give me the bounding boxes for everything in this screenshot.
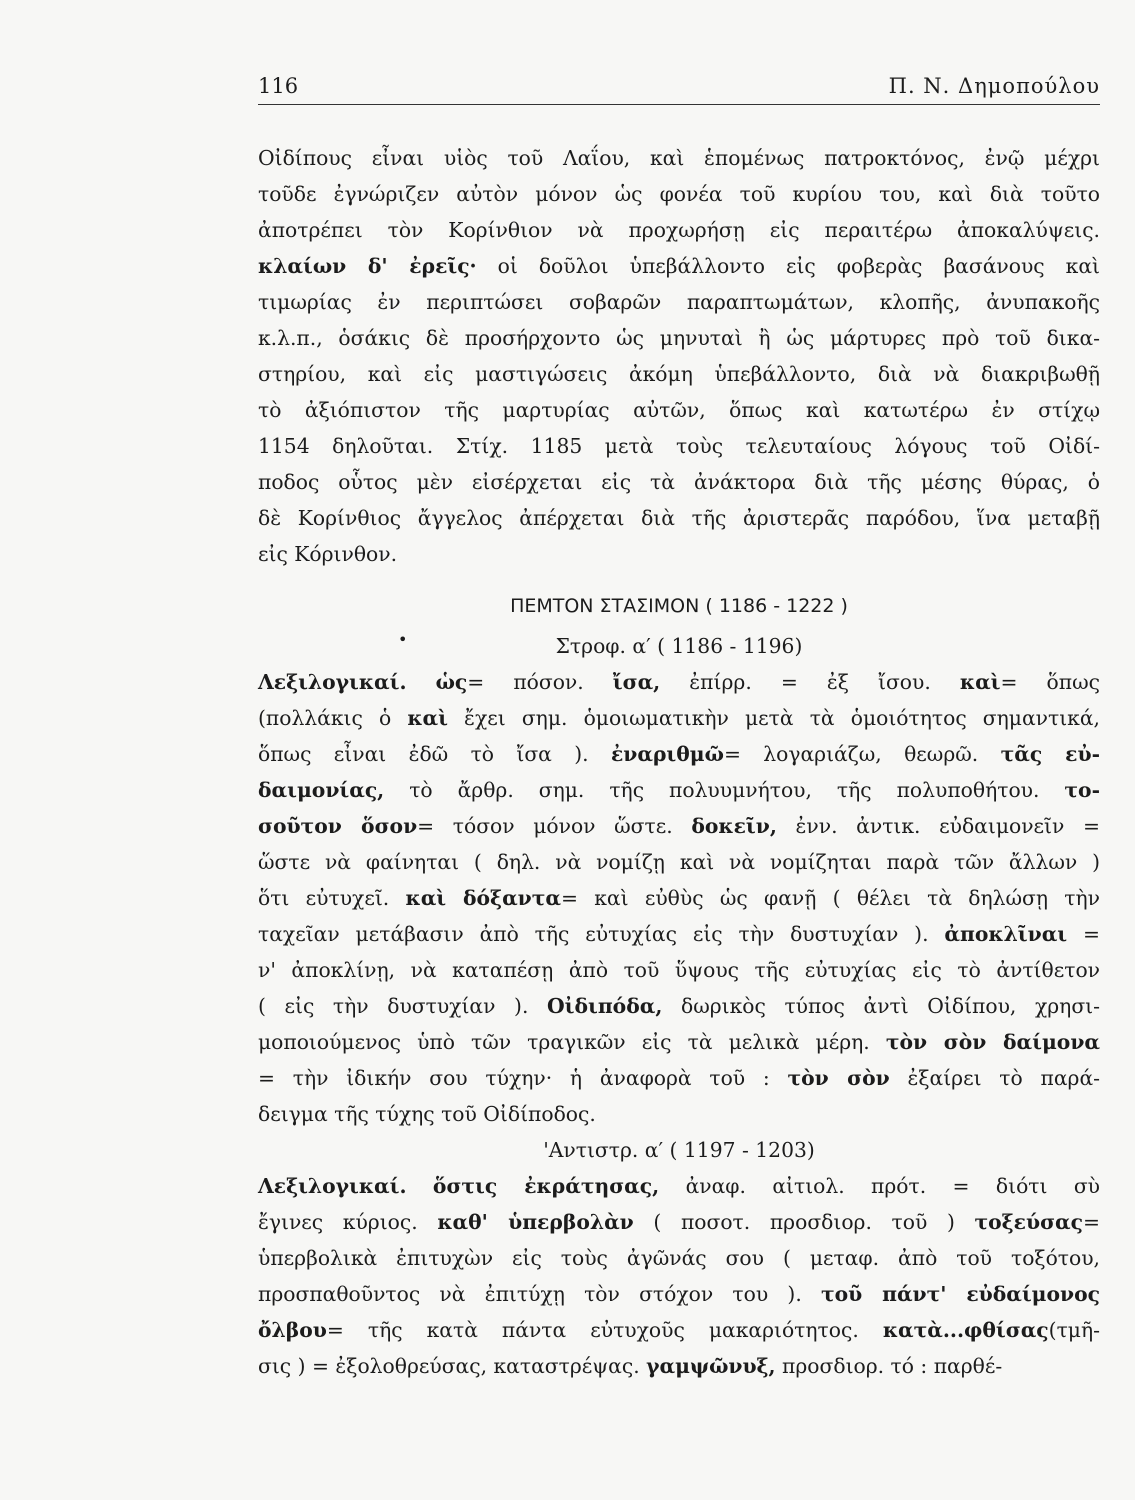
- antistrophe-glossary: [258, 1168, 1100, 1384]
- bold-term: δοκεῖν,: [691, 814, 777, 838]
- text-line: ποδος οὗτος μὲν εἰσέρχεται εἰς τὰ ἀνάκτορα διὰ τῆς μέσης θύρας, ὁ: [258, 470, 1100, 494]
- glossary-line: [258, 808, 1100, 844]
- text-line: κ.λ.π., ὁσάκις δὲ προσήρχοντο ὡς μηνυταὶ ἢ ὡς μάρτυρες πρὸ τοῦ δικα-: [258, 326, 1100, 350]
- gloss-text: ν' ἀποκλίνῃ, νὰ καταπέσῃ ἀπὸ τοῦ ὕψους τῆς εὐτυχίας εἰς τὸ ἀντίθετον: [258, 958, 1100, 982]
- bold-term: ἐναριθμῶ: [610, 742, 724, 766]
- bold-term: καθ' ὑπερβολὰν: [437, 1210, 634, 1234]
- gloss-text: μοποιούμενος ὑπὸ τῶν τραγικῶν εἰς τὰ μελικὰ μέρη.: [258, 1030, 886, 1054]
- glossary-line: [258, 988, 1100, 1024]
- running-header: [258, 70, 1100, 105]
- strophe-heading: • Στροφ. α′ ( 1186 - 1196): [258, 628, 1100, 664]
- gloss-text: ἐξαίρει τὸ παρά-: [889, 1066, 1100, 1090]
- glossary-line: [258, 1204, 1100, 1240]
- glossary-line: [258, 916, 1100, 952]
- bold-term: δαιμονίας,: [258, 778, 385, 802]
- gloss-text: ἀναφ. αἰτιολ. πρότ. = διότι σὺ: [659, 1174, 1101, 1198]
- gloss-text: = τὴν ἰδικήν σου τύχην· ἡ ἀναφορὰ τοῦ :: [258, 1066, 788, 1090]
- text-line: κλαίων δ' ἐρεῖς· οἱ δοῦλοι ὑπεβάλλοντο εἰς φοβερὰς βασάνους καὶ: [258, 254, 1100, 278]
- gloss-text: ἐπίρρ. = ἐξ ἴσου.: [660, 670, 960, 694]
- gloss-text: =: [1067, 922, 1100, 946]
- text-line: Οἰδίπους εἶναι υἱὸς τοῦ Λαΐου, καὶ ἑπομένως πατροκτόνος, ἐνῷ μέχρι: [258, 146, 1100, 170]
- glossary-line: [258, 880, 1100, 916]
- bold-term: τοῦ πάντ' εὐδαίμονος: [821, 1282, 1100, 1306]
- gloss-text: προσδιορ. τό : παρθέ-: [775, 1354, 1003, 1378]
- bold-term: καὶ: [407, 706, 448, 730]
- bold-term: σοῦτον ὅσον: [258, 814, 418, 838]
- gloss-text: = ὅπως: [1000, 670, 1100, 694]
- glossary-line: [258, 772, 1100, 808]
- gloss-text: = λογαριάζω, θεωρῶ.: [723, 742, 1001, 766]
- strophe-glossary: [258, 664, 1100, 1132]
- glossary-line: [258, 1312, 1100, 1348]
- bold-term: ἴσα,: [612, 670, 661, 694]
- glossary-line: [258, 1060, 1100, 1096]
- bold-term: ὄλβου: [258, 1318, 327, 1342]
- gloss-text: [407, 670, 436, 694]
- bold-term: Οἰδιπόδα,: [547, 994, 663, 1018]
- text-line: τιμωρίας ἐν περιπτώσει σοβαρῶν παραπτωμάτων, κλοπῆς, ἀνυπακοῆς: [258, 290, 1100, 314]
- gloss-text: = πόσον.: [467, 670, 613, 694]
- text-line: εἰς Κόρινθον.: [258, 542, 398, 566]
- glossary-line: [258, 952, 1100, 988]
- gloss-text: ὥστε νὰ φαίνηται ( δηλ. νὰ νομίζῃ καὶ νὰ νομίζηται παρὰ τῶν ἄλλων ): [258, 850, 1100, 874]
- glossary-line: [258, 1276, 1100, 1312]
- bold-term: ὡς: [435, 670, 468, 694]
- gloss-text: (πολλάκις ὁ: [258, 706, 408, 730]
- gloss-text: (τμῆ-: [1048, 1318, 1100, 1342]
- text-line: τὸ ἀξιόπιστον τῆς μαρτυρίας αὐτῶν, ὅπως καὶ κατωτέρω ἐν στίχῳ: [258, 398, 1100, 422]
- gloss-text: ὅτι εὐτυχεῖ.: [258, 886, 406, 910]
- glossary-line: [258, 736, 1100, 772]
- gloss-text: = τῆς κατὰ πάντα εὐτυχοῦς μακαριότητος.: [326, 1318, 883, 1342]
- body-text: [258, 140, 1100, 1384]
- gloss-text: τὸ ἄρθρ. σημ. τῆς πολυυμνήτου, τῆς πολυποθήτου.: [384, 778, 1065, 802]
- gloss-text: ἔχει σημ. ὁμοιωματικὴν μετὰ τὰ ὁμοιότητος σημαντικά,: [447, 706, 1100, 730]
- glossary-line: [258, 664, 1100, 700]
- gloss-text: ὅπως εἶναι ἐδῶ τὸ ἴσα ).: [258, 742, 611, 766]
- bold-term: ἀποκλῖναι: [944, 922, 1068, 946]
- gloss-text: ὑπερβολικὰ ἐπιτυχὼν εἰς τοὺς ἀγῶνάς σου ( μεταφ. ἀπὸ τοῦ τοξότου,: [258, 1246, 1100, 1270]
- gloss-text: ( εἰς τὴν δυστυχίαν ).: [258, 994, 547, 1018]
- gloss-text: δωρικὸς τύπος ἀντὶ Οἰδίπου, χρησι-: [662, 994, 1100, 1018]
- glossary-line: [258, 700, 1100, 736]
- bold-term: γαμψῶνυξ,: [646, 1354, 776, 1378]
- glossary-line: [258, 1168, 1100, 1204]
- gloss-text: σις ) = ἐξολοθρεύσας, καταστρέψας.: [258, 1354, 647, 1378]
- glossary-line: [258, 1096, 1100, 1132]
- bold-term: ὅστις ἐκράτησας,: [432, 1174, 660, 1198]
- gloss-text: προσπαθοῦντος νὰ ἐπιτύχῃ τὸν στόχον του ).: [258, 1282, 821, 1306]
- paragraph-1: [258, 140, 1100, 572]
- glossary-line: [258, 1024, 1100, 1060]
- gloss-text: =: [1083, 1210, 1100, 1234]
- glossary-line: [258, 844, 1100, 880]
- text-line: τοῦδε ἐγνώριζεν αὐτὸν μόνον ὡς φονέα τοῦ κυρίου του, καὶ διὰ τοῦτο: [258, 182, 1100, 206]
- section-title: ΠΕΜΤΟΝ ΣΤΑΣΙΜΟΝ ( 1186 - 1222 ): [510, 595, 848, 617]
- text-line: στηρίου, καὶ εἰς μαστιγώσεις ἀκόμη ὑπεβάλλοντο, διὰ νὰ διακριβωθῇ: [258, 362, 1100, 386]
- gloss-text: ἐνν. ἀντικ. εὐδαιμονεῖν =: [776, 814, 1100, 838]
- gloss-text: ἔγινες κύριος.: [258, 1210, 438, 1234]
- margin-mark: •: [398, 630, 408, 649]
- running-head-author: Π. Ν. Δημοπούλου: [888, 74, 1100, 98]
- page-number: 116: [258, 74, 299, 98]
- bold-term: Λεξιλογικαί.: [258, 670, 407, 694]
- gloss-text: ταχεῖαν μετάβασιν ἀπὸ τῆς εὐτυχίας εἰς τὴν δυστυχίαν ).: [258, 922, 945, 946]
- bold-term: καὶ δόξαντα: [405, 886, 561, 910]
- bold-term: κατὰ...φθίσας: [882, 1318, 1049, 1342]
- text-line: δὲ Κορίνθιος ἄγγελος ἀπέρχεται διὰ τῆς ἀριστερᾶς παρόδου, ἵνα μεταβῇ: [258, 506, 1100, 530]
- bold-term: καὶ: [959, 670, 1001, 694]
- gloss-text: [407, 1174, 433, 1198]
- antistrophe-heading: 'Αντιστρ. α′ ( 1197 - 1203): [543, 1138, 815, 1162]
- glossary-line: [258, 1348, 1100, 1384]
- gloss-text: ( ποσοτ. προσδιορ. τοῦ ): [633, 1210, 975, 1234]
- gloss-text: = καὶ εὐθὺς ὡς φανῇ ( θέλει τὰ δηλώσῃ τὴν: [561, 886, 1101, 910]
- bold-term: τοξεύσας: [974, 1210, 1083, 1234]
- gloss-text: δειγμα τῆς τύχης τοῦ Οἰδίποδος.: [258, 1102, 596, 1126]
- glossary-line: [258, 1240, 1100, 1276]
- bold-term: το-: [1064, 778, 1100, 802]
- bold-term: τὸν σὸν δαίμονα: [885, 1030, 1101, 1054]
- bold-term: τᾶς εὐ-: [1000, 742, 1101, 766]
- bold-term: Λεξιλογικαί.: [258, 1174, 407, 1198]
- gloss-text: = τόσον μόνον ὥστε.: [417, 814, 692, 838]
- bold-term: κλαίων δ' ἐρεῖς·: [258, 254, 477, 278]
- text-line: 1154 δηλοῦται. Στίχ. 1185 μετὰ τοὺς τελευταίους λόγους τοῦ Οἰδί-: [258, 434, 1100, 458]
- bold-term: τὸν σὸν: [787, 1066, 890, 1090]
- text-line: ἀποτρέπει τὸν Κορίνθιον νὰ προχωρήσῃ εἰς περαιτέρω ἀποκαλύψεις.: [258, 218, 1100, 242]
